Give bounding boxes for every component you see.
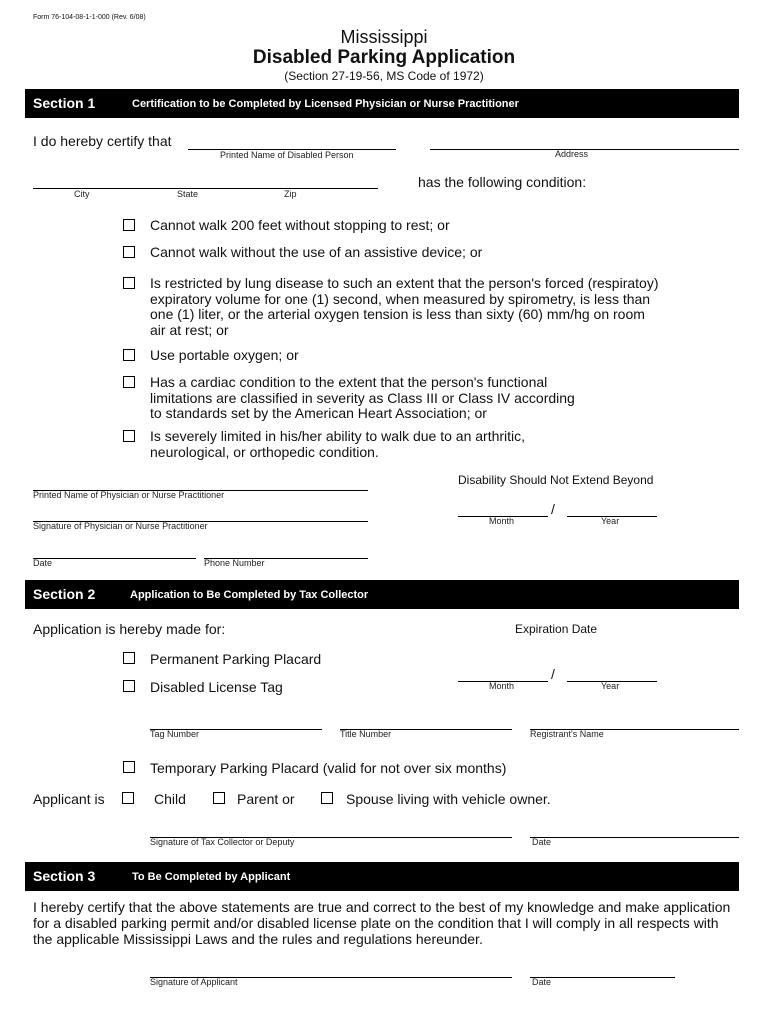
section3-number: Section 3 (33, 868, 96, 884)
applicant-statement: I hereby certify that the above statements are true and correct to the best of my knowledge and make application for a disabled parking permit and/or disabled license plate on the condition that I will comply in all respects with the applicable Mississippi Laws and the rules and regulations hereunder. (33, 899, 731, 947)
permanent-placard-checkbox[interactable] (123, 652, 135, 664)
city-label: City (74, 189, 90, 199)
license-tag-label: Disabled License Tag (150, 679, 283, 695)
page-title: Disabled Parking Application (252, 47, 516, 68)
title-number-label: Title Number (340, 729, 392, 739)
expiration-month-label: Month (489, 681, 515, 691)
state-label: State (177, 189, 199, 199)
applicant-signature-label: Signature of Applicant (150, 977, 238, 987)
condition-checkbox-portable-oxygen[interactable] (123, 349, 135, 361)
parent-label: Parent or (237, 791, 295, 807)
section2-title: Application to Be Completed by Tax Collector (130, 589, 369, 601)
form-number: Form 76-104-08-1-1-000 (Rev. 6/08) (33, 14, 146, 21)
application-text: Application is hereby made for: (33, 621, 226, 637)
condition-portable-oxygen: Use portable oxygen; or (150, 347, 299, 363)
condition-assistive-device: Cannot walk without the use of an assistive device; or (150, 244, 483, 260)
temporary-placard-checkbox[interactable] (123, 761, 135, 773)
tag-number-label: Tag Number (150, 729, 200, 739)
section2-header (25, 580, 739, 609)
condition-walk-200: Cannot walk 200 feet without stopping to rest; or (150, 217, 450, 233)
certify-text: I do hereby certify that (33, 133, 172, 149)
date-separator: / (551, 501, 555, 517)
section3-title: To Be Completed by Applicant (132, 871, 291, 883)
address-label: Address (555, 149, 589, 159)
zip-label: Zip (284, 189, 297, 199)
physician-date-label: Date (33, 558, 53, 568)
code-reference: (Section 27-19-56, MS Code of 1972) (284, 69, 484, 83)
registrant-name-label: Registrant's Name (530, 729, 604, 739)
disability-month-label: Month (489, 516, 515, 526)
license-tag-checkbox[interactable] (123, 680, 135, 692)
applicant-is-label: Applicant is (33, 791, 105, 807)
temporary-placard-label: Temporary Parking Placard (valid for not over six months) (150, 760, 507, 776)
tax-collector-date-field[interactable] (530, 837, 739, 838)
section1-title: Certification to be Completed by Licensed Physician or Nurse Practitioner (132, 98, 519, 110)
disability-year-label: Year (601, 516, 620, 526)
condition-arthritic: Is severely limited in his/her ability to walk due to an arthritic, neurological, or orthopedic condition. (150, 428, 526, 460)
condition-checkbox-walk-200[interactable] (123, 219, 135, 231)
state-heading: Mississippi (340, 27, 428, 47)
condition-checkbox-arthritic[interactable] (123, 430, 135, 442)
section1-header (25, 89, 739, 118)
spouse-label: Spouse living with vehicle owner. (346, 791, 551, 807)
applicant-date-field[interactable] (530, 977, 675, 978)
child-checkbox[interactable] (122, 792, 134, 804)
expiration-separator: / (551, 666, 555, 682)
expiration-year-label: Year (601, 681, 620, 691)
applicant-date-label: Date (532, 977, 552, 987)
section3-header (25, 862, 739, 891)
section2-number: Section 2 (33, 586, 96, 602)
disabled-person-name-label: Printed Name of Disabled Person (220, 150, 354, 160)
section1-number: Section 1 (33, 95, 96, 111)
physician-name-label: Printed Name of Physician or Nurse Practitioner (33, 490, 225, 500)
expiration-date-label: Expiration Date (515, 622, 598, 636)
phone-number-label: Phone Number (204, 558, 265, 568)
child-label: Child (154, 791, 186, 807)
parent-checkbox[interactable] (213, 792, 225, 804)
physician-signature-label: Signature of Physician or Nurse Practitioner (33, 521, 208, 531)
disability-limit-label: Disability Should Not Extend Beyond (458, 473, 654, 487)
physician-date-field[interactable] (33, 558, 196, 559)
condition-lung-disease: Is restricted by lung disease to such an extent that the person's forced (respiratoy) expiratory volume for one (1) second, when measured by spirometry, is less than one (1) liter, or the arterial oxygen tension is less than sixty (60) mm/hg on room air at rest; or (150, 275, 659, 338)
condition-checkbox-lung-disease[interactable] (123, 277, 135, 289)
tax-collector-date-label: Date (532, 837, 552, 847)
condition-text: has the following condition: (418, 174, 587, 190)
permanent-placard-label: Permanent Parking Placard (150, 651, 322, 667)
spouse-checkbox[interactable] (321, 792, 333, 804)
condition-checkbox-cardiac[interactable] (123, 376, 135, 388)
condition-checkbox-assistive-device[interactable] (123, 246, 135, 258)
condition-cardiac: Has a cardiac condition to the extent that the person's functional limitations are classified in severity as Class III or Class IV according to standards set by the American Heart Association; or (150, 374, 575, 421)
tax-collector-signature-label: Signature of Tax Collector or Deputy (150, 837, 295, 847)
